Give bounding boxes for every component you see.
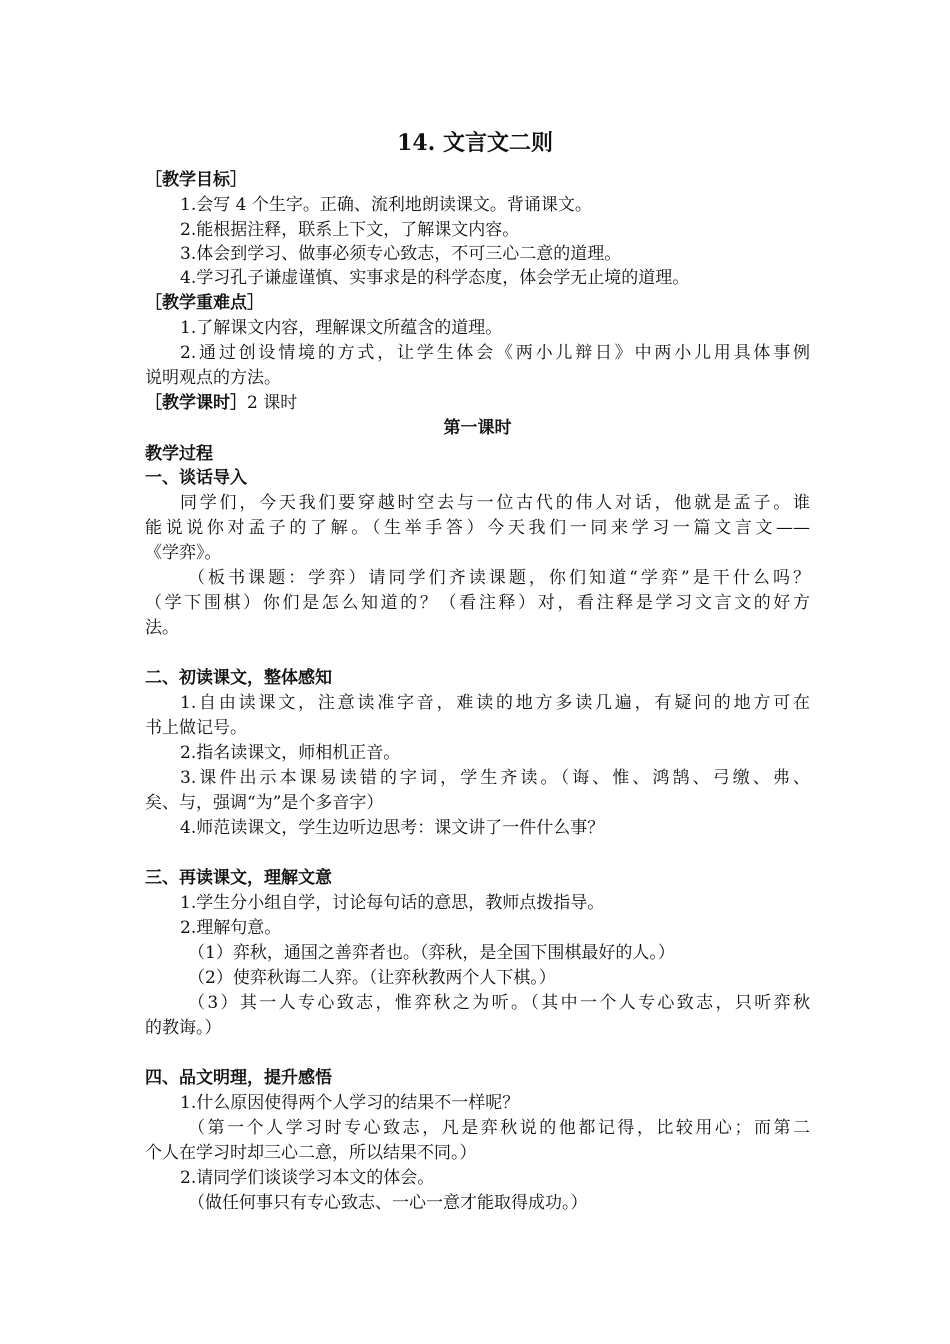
lesson-heading: 第一课时 bbox=[443, 418, 512, 438]
section-heading: 二、初读课文，整体感知 bbox=[145, 668, 332, 688]
key-points-heading: ［教学重难点］ bbox=[145, 293, 264, 313]
class-hours bbox=[145, 391, 810, 415]
key-point-item: 1.了解课文内容，理解课文所蕴含的道理。 bbox=[180, 318, 503, 338]
key-point-item-cont: 说明观点的方法。 bbox=[145, 368, 281, 388]
list-item: 1.学生分小组自学，讨论每句话的意思，教师点拨指导。 bbox=[180, 893, 605, 913]
section-heading: 一、谈话导入 bbox=[145, 468, 247, 488]
list-item-cont: 书上做记号。 bbox=[145, 718, 247, 738]
list-item: 4.师范读课文，学生边听边思考：课文讲了一件什么事？ bbox=[180, 818, 605, 838]
list-item-cont: 矣、与，强调“为”是个多音字） bbox=[145, 793, 384, 813]
list-item: 3.课件出示本课易读错的字词，学生齐读。（诲、惟、鸿鹄、弓缴、弗、 bbox=[180, 768, 810, 788]
question-item: 1.什么原因使得两个人学习的结果不一样呢？ bbox=[180, 1093, 520, 1113]
answer-item-cont: 个人在学习时却三心二意，所以结果不同。） bbox=[145, 1143, 477, 1163]
paragraph-line: 法。 bbox=[145, 618, 179, 638]
paragraph-line: 《学弈》。 bbox=[145, 543, 222, 563]
paragraph-line: 同学们，今天我们要穿越时空去与一位古代的伟人对话，他就是孟子。谁 bbox=[180, 493, 810, 513]
paragraph-line: 能说说你对孟子的了解。（生举手答）今天我们一同来学习一篇文言文—— bbox=[145, 518, 810, 538]
goal-item: 4.学习孔子谦虚谨慎、实事求是的科学态度，体会学无止境的道理。 bbox=[180, 268, 690, 288]
list-item: 1.自由读课文，注意读准字音，难读的地方多读几遍，有疑问的地方可在 bbox=[180, 693, 810, 713]
paragraph-line: （板书课题：学弈）请同学们齐读课题，你们知道“学弈”是干什么吗？ bbox=[188, 568, 810, 588]
example-item-cont: 的教诲。） bbox=[145, 1018, 222, 1038]
goals-heading: ［教学目标］ bbox=[145, 170, 247, 190]
process-heading: 教学过程 bbox=[145, 444, 213, 464]
example-item: （2）使弈秋诲二人弈。（让弈秋教两个人下棋。） bbox=[188, 968, 556, 988]
answer-item: （第一个人学习时专心致志，凡是弈秋说的他都记得，比较用心；而第二 bbox=[188, 1118, 810, 1138]
goal-item: 2.能根据注释，联系上下文，了解课文内容。 bbox=[180, 220, 520, 240]
example-item: （3）其一人专心致志，惟弈秋之为听。（其中一个人专心致志，只听弈秋 bbox=[188, 993, 810, 1013]
key-point-item: 2.通过创设情境的方式，让学生体会《两小儿辩日》中两小儿用具体事例 bbox=[180, 343, 810, 363]
list-item: 2.指名读课文，师相机正音。 bbox=[180, 743, 401, 763]
section-heading: 四、品文明理，提升感悟 bbox=[145, 1068, 332, 1088]
example-item: （1）弈秋，通国之善弈者也。（弈秋，是全国下围棋最好的人。） bbox=[188, 943, 675, 963]
goal-item: 1.会写 4 个生字。正确、流利地朗读课文。背诵课文。 bbox=[180, 195, 592, 215]
class-hours-heading: ［教学课时］ bbox=[145, 393, 247, 413]
answer-item: （做任何事只有专心致志、一心一意才能取得成功。） bbox=[188, 1193, 588, 1213]
goal-item: 3.体会到学习、做事必须专心致志，不可三心二意的道理。 bbox=[180, 244, 622, 264]
page-title: 14. 文言文二则 bbox=[397, 130, 553, 156]
section-heading: 三、再读课文，理解文意 bbox=[145, 868, 332, 888]
list-item: 2.理解句意。 bbox=[180, 918, 282, 938]
paragraph-line: （学下围棋）你们是怎么知道的？（看注释）对，看注释是学习文言文的好方 bbox=[145, 593, 810, 613]
question-item: 2.请同学们谈谈学习本文的体会。 bbox=[180, 1168, 435, 1188]
class-hours-value: 2 课时 bbox=[247, 393, 298, 413]
